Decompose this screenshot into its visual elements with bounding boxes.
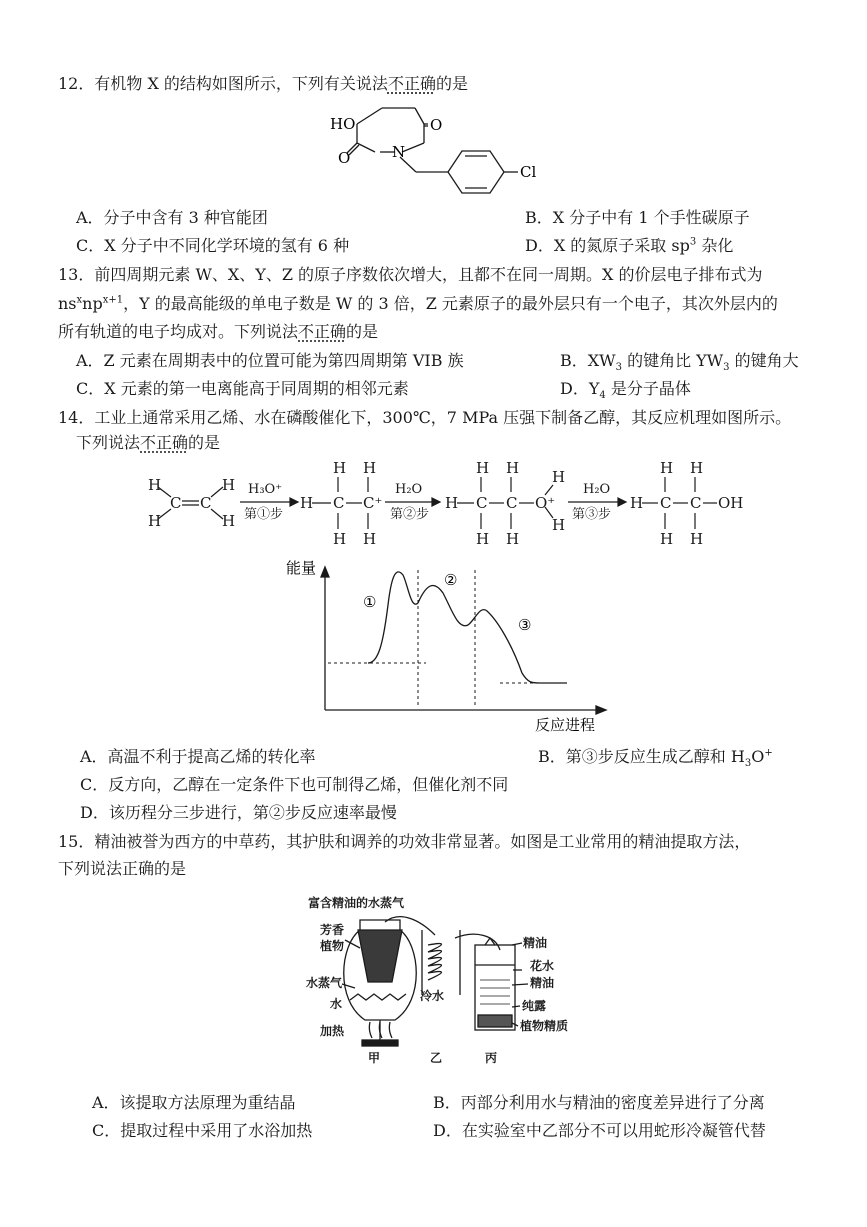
h-atom: H: [445, 494, 459, 512]
peak-1-label: ①: [363, 593, 377, 611]
h-atom: H: [363, 459, 377, 477]
reagent-2: H₂O: [395, 482, 423, 497]
peak-3-label: ③: [518, 616, 532, 634]
q14-option-b[interactable]: B．第③步反应生成乙醇和 $H_3O^+$: [538, 747, 773, 770]
h-atom: H: [476, 459, 490, 477]
q13-option-c[interactable]: C．X 元素的第一电离能高于同周期的相邻元素: [76, 379, 409, 398]
part-bing-label: 丙: [485, 1051, 498, 1065]
floral-water-label: 花水: [530, 959, 555, 973]
c-plus: C⁺: [363, 494, 383, 512]
q12-option-c[interactable]: C．X 分子中不同化学环境的氢有 6 种: [76, 236, 350, 255]
q13-stem-line3: 所有轨道的电子均成对。下列说法不正确的是: [58, 322, 379, 341]
h-atom: H: [148, 476, 162, 494]
aromatic-label: 芳香: [320, 923, 345, 937]
h-atom: H: [506, 530, 520, 548]
reagent-1: H₃O⁺: [248, 482, 283, 497]
h-atom: H: [552, 516, 566, 534]
step-2-label: 第②步: [390, 507, 430, 522]
q14-option-d[interactable]: D．该历程分三步进行，第②步反应速率最慢: [80, 803, 397, 822]
step-1-label: 第①步: [244, 507, 284, 522]
hydrosol-label: 纯露: [522, 999, 547, 1013]
c-atom: C: [170, 494, 182, 512]
plant-essence-label: 植物精质: [520, 1019, 569, 1033]
q14-emphasis: 不正确: [140, 433, 189, 452]
q12-option-a[interactable]: A．分子中含有 3 种官能团: [76, 208, 268, 227]
q14-stem-line1: 14．工业上通常采用乙烯、水在磷酸催化下，300℃，7 MPa 压强下制备乙醇，其反应机理如图所示。: [58, 408, 792, 427]
q13-option-d[interactable]: D．$Y_4$ 是分子晶体: [560, 379, 691, 402]
water-label: 水: [330, 997, 343, 1011]
q15-stem-line1: 15．精油被誉为西方的中草药，其护肤和调养的功效非常显著。如图是工业常用的精油提取方法，: [58, 832, 751, 851]
part-jia-label: 甲: [368, 1051, 381, 1065]
o-label-right: O: [430, 116, 443, 134]
c-atom: C: [333, 494, 345, 512]
peak-2-label: ②: [444, 571, 458, 589]
ho-label: HO: [330, 115, 356, 133]
energy-axis-label: 能量: [286, 559, 317, 577]
reagent-3: H₂O: [583, 482, 611, 497]
q12-emphasis: 不正确: [387, 74, 436, 93]
q12-structure-diagram: [320, 95, 560, 205]
q14-stem-line2: 下列说法不正确的是: [76, 433, 221, 452]
c-atom: C: [690, 494, 702, 512]
h-atom: H: [333, 530, 347, 548]
h-atom: H: [222, 476, 236, 494]
q13-stem-line1: 13．前四周期元素 W、X、Y、Z 的原子序数依次增大，且都不在同一周期。X 的价层电子排布式为: [58, 265, 763, 284]
q15-apparatus-diagram: [300, 890, 570, 1070]
h-atom: H: [148, 512, 162, 530]
step-3-label: 第③步: [572, 507, 612, 522]
c-atom: C: [506, 494, 518, 512]
steam-label: 水蒸气: [306, 976, 343, 990]
h-atom: H: [222, 512, 236, 530]
q14-energy-diagram: [280, 555, 620, 735]
heat-label: 加热: [320, 1024, 345, 1038]
q15-option-d[interactable]: D．在实验室中乙部分不可以用蛇形冷凝管代替: [433, 1121, 766, 1140]
q13-option-b[interactable]: B．$XW_3$ 的键角比 $YW_3$ 的键角大: [560, 351, 799, 374]
h-atom: H: [363, 530, 377, 548]
q14-mechanism-diagram: [140, 455, 780, 550]
c-atom: C: [660, 494, 672, 512]
q14-option-c[interactable]: C．反方向，乙醇在一定条件下也可制得乙烯，但催化剂不同: [80, 775, 509, 794]
h-atom: H: [690, 530, 704, 548]
q15-stem-line2: 下列说法正确的是: [58, 859, 187, 878]
h-atom: H: [476, 530, 490, 548]
c-atom: C: [200, 494, 212, 512]
q12-stem: 12．有机物 X 的结构如图所示，下列有关说法不正确的是: [58, 74, 468, 93]
h-atom: H: [630, 494, 644, 512]
n-label: N: [392, 143, 406, 161]
q13-emphasis: 不正确: [298, 322, 347, 341]
cl-label: Cl: [520, 163, 537, 181]
cold-water-label: 冷水: [420, 989, 445, 1003]
o-label-left: O: [338, 149, 351, 167]
h-atom: H: [506, 459, 520, 477]
oh-group: OH: [718, 494, 744, 512]
q12-option-b[interactable]: B．X 分子中有 1 个手性碳原子: [525, 208, 750, 227]
floral-oil-label: 精油: [530, 976, 555, 990]
h-atom: H: [690, 459, 704, 477]
q15-option-a[interactable]: A．该提取方法原理为重结晶: [92, 1093, 296, 1112]
q13-option-a[interactable]: A．Z 元素在周期表中的位置可能为第四周期第 VIB 族: [76, 351, 464, 370]
o-plus: O⁺: [535, 494, 556, 512]
h-atom: H: [552, 468, 566, 486]
plant-label: 植物: [320, 939, 345, 953]
c-atom: C: [476, 494, 488, 512]
progress-axis-label: 反应进程: [535, 716, 596, 734]
h-atom: H: [300, 494, 314, 512]
h-atom: H: [660, 530, 674, 548]
q14-option-a[interactable]: A．高温不利于提高乙烯的转化率: [80, 747, 316, 766]
oil-label: 精油: [523, 936, 548, 950]
h-atom: H: [333, 459, 347, 477]
part-yi-label: 乙: [430, 1051, 443, 1065]
q12-option-d[interactable]: D．X 的氮原子采取 $sp^3$ 杂化: [525, 236, 734, 255]
steam-with-oil-label: 富含精油的水蒸气: [308, 896, 405, 910]
q13-stem-line2: $ns^xnp^{x+1}$，Y 的最高能级的单电子数是 W 的 3 倍，Z 元素原子的最外层只有一个电子，其次外层内的: [58, 294, 778, 313]
q15-option-c[interactable]: C．提取过程中采用了水浴加热: [92, 1121, 313, 1140]
q15-option-b[interactable]: B．丙部分利用水与精油的密度差异进行了分离: [433, 1093, 765, 1112]
h-atom: H: [660, 459, 674, 477]
